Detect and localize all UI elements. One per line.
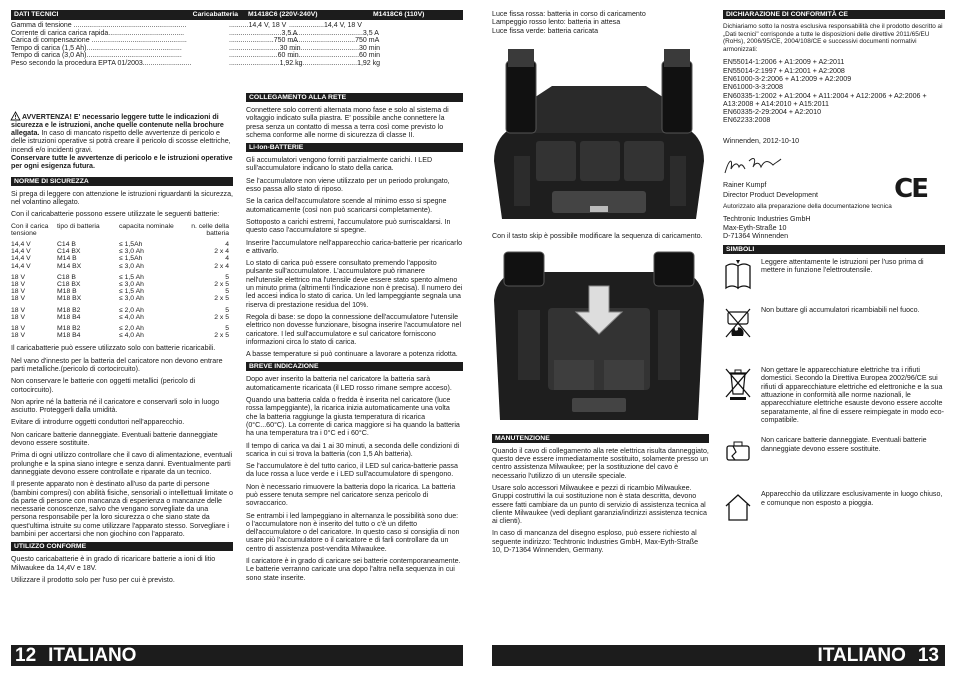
spec-label: Gamma di tensione .......................................................... [11,22,187,29]
symbol-row [723,490,945,524]
brief-paragraph: Non è necessario rimuovere la batteria dopo la ricarica. La batteria può essere tenuta sempre nel caricatore senza pericolo di sovraccarico. [246,482,456,508]
battery-cell: 14,4 V [11,262,31,270]
battery-cell: 2 x 5 [214,313,229,321]
led-status-line: Luce fissa verde: batteria caricata [492,26,599,35]
battery-row [11,314,229,321]
battery-cell: 5 [225,306,229,314]
usage-p2: Utilizzare il prodotto solo per l'uso per cui è previsto. [11,575,175,584]
battery-cell: 18 V [11,332,25,340]
indoor-house-icon [723,490,753,524]
symbol-text: Non gettare le apparecchiature elettriche tra i rifiuti domestici. Secondo la Direttiva Europea 2002/96/CE sui rifiuti di apparecchiature elettriche ed elettroniche e la sua attuazione in conformità alle norme nazionali, le apparecchiature elettriche esauste devono essere accolte separatamente, al fine di essere reimpiegate in modo eco-compatibile. [761,366,944,424]
battery-row [11,288,229,295]
charger-skip-illustration [492,250,706,426]
spec-value-1: .......................750 mA [229,37,298,45]
ce-mark: CE [894,173,927,204]
liion-paragraph: Inserire l'accumulatore nell'apparecchio carica-batterie per ricaricarlo e attivarlo. [246,238,463,255]
column-2 [246,93,463,586]
battery-cell: 18 V [11,288,25,296]
norm-item: EN61000-3-2:2006 + A1:2009 + A2:2009 [723,74,852,83]
spec-value-1: ..........................1,92 kg [229,59,303,67]
battery-cell: M14 B [57,255,77,263]
usage-heading: UTILIZZO CONFORME [11,542,233,551]
maint-paragraph: In caso di mancanza del disegno esploso, può essere richiesto al seguente indirizzo: Techtronic Industries GmbH, Max-Eyth-Straße 10, D-71364 Winnenden, Germany. [492,529,699,555]
column-4 [723,10,945,530]
spec-value-1: ..........................30 min [229,44,301,52]
battery-col-cells: n. celle della batteria [191,222,229,237]
safety-p1: Si prega di leggere con attenzione le istruzioni riguardanti la sicurezza, nel volantino allegato. [11,189,234,206]
usage-p1: Questo caricabatterie è in grado di ricaricare batterie a ioni di litio Milwaukee da 14,4V e 18V. [11,555,216,572]
battery-cell: 4 [225,255,229,263]
battery-col-voltage: Con il carica tensione [11,222,49,237]
battery-cell: 18 V [11,295,25,303]
battery-row [11,263,229,270]
battery-cell: M18 B2 [57,306,81,314]
battery-row [11,248,229,255]
maint-paragraph: Usare solo accessori Milwaukee e pezzi di ricambio Milwaukee. Gruppi costruttivi la cui sostituzione non è stata descritta, devono essere fatti cambiare da un punto di servizio di assistenza tecnica al cliente Milwaukee (vedi depliant garanzia/indirizzi assistenza tecnica ai clienti). [492,483,707,526]
battery-col-capacity: capacita nominale [119,222,174,230]
specs-model-2: M1418C6 (110V) [373,11,425,18]
battery-row [11,295,229,302]
spec-value-2: ......................................3,5 A [289,29,379,37]
battery-cell: M18 B4 [57,313,81,321]
safety-paragraph: Non aprire né la batteria né il caricatore e conservarli solo in luogo asciutto. Proteggerli dalla umidità. [11,397,220,415]
spec-row [11,30,463,38]
specs-table [11,10,463,68]
battery-cell: 18 V [11,280,25,288]
battery-cell: M18 B4 [57,332,81,340]
signature-row [723,149,945,203]
brief-paragraph: Se entrambi i led lampeggiano in alternanza le possibilità sono due: o l'accumulatore non è inserito del tutto o c'è un difetto dell'accumulatore o del caricatore. In questo caso si consiglia di non usare più l'accumulatore o il caricatore e di farli controllare da un centro di assistenza post-vendita Milwaukee. [246,511,460,553]
company-line: D-71364 Winnenden [723,231,789,240]
footer-lang-left: ITALIANO [48,645,137,666]
battery-row [11,307,229,314]
conformity-intro: Dichiariamo sotto la nostra esclusiva responsabilità che il prodotto descritto ai „Dati tecnici" corrisponde a tutte le disposizioni delle direttive 2011/65/EU (RoHs), 2006/95/CE, 2004/108/CE e successivi documenti normativi armonizzati: [723,23,943,53]
battery-cell: ≤ 1,5Ah [119,240,143,248]
battery-cell: ≤ 3,0 Ah [119,248,144,256]
liion-paragraphs [246,156,463,358]
battery-row [11,274,229,281]
battery-cell: 18 V [11,306,25,314]
battery-cell: ≤ 1,5Ah [119,255,143,263]
battery-cell: M14 BX [57,262,82,270]
page-number-left: 12 [15,645,37,666]
footer-left [11,645,463,666]
liion-heading: Li-Ion-BATTERIE [246,143,463,152]
battery-cell: ≤ 3,0 Ah [119,295,144,303]
liion-paragraph: Regola di base: se dopo la connessione dell'accumulatore l'utensile elettrico non dovesse funzionare, bisogna inserire l'accumulatore nel caricatore. I led sull'accumulatore e sul caricatore forniscono informazioni circa lo stato di carica. [246,312,462,346]
battery-cell: ≤ 4,0 Ah [119,332,144,340]
safety-paragraphs [11,344,233,538]
page-number-right: 13 [917,645,939,666]
symbol-text: Non caricare batterie danneggiate. Eventuali batterie danneggiate devono essere sostituite. [761,436,927,453]
battery-cell: 5 [225,273,229,281]
safety-paragraph: Nel vano d'innesto per la batteria del caricatore non devono entrare parti metalliche.(pericolo di cortocircuito). [11,356,223,373]
spec-value-1: ...........................3,5 A [229,29,298,37]
symbol-text: Leggere attentamente le istruzioni per l'uso prima di mettere in funzione l'elettroutensile. [761,258,924,275]
norm-item: EN60335-1:2002 + A1:2004 + A11:2004 + A12:2006 + A2:2006 + A13:2008 + A14:2010 + A15:2011 [723,91,927,108]
battery-cell: ≤ 3,0 Ah [119,280,144,288]
spec-row [11,45,463,53]
led-status-line: Luce fissa rossa: batteria in corso di caricamento [492,10,646,18]
led-status-line: Lampeggio rosso lento: batteria in attesa [492,18,621,27]
specs-rows [11,22,463,68]
specs-model-1: M1418C6 (220V-240V) [248,11,318,18]
battery-cell: 18 V [11,324,25,332]
symbol-row [723,366,945,424]
symbol-text: Apparecchio da utilizzare esclusivamente in luogo chiuso, e comunque non esposto a pioggia. [761,490,943,507]
spec-label: Peso secondo la procedura EPTA 01/2003......................... [11,59,192,67]
battery-cell: 5 [225,288,229,296]
spec-value-1: ..........14,4 V, 18 V [229,22,287,29]
led-status-lines [492,10,709,35]
brief-paragraph: Il caricatore è in grado di caricare sei batterie contemporaneamente. Le batterie verranno caricate una dopo l'altra nella sequenza in cui sono state inserite. [246,557,461,582]
battery-col-type: tipo di batteria [57,222,100,230]
safety-paragraph: Non conservare le batterie con oggetti metallici (pericolo di cortocircuito). [11,377,196,394]
battery-cell: C18 BX [57,280,81,288]
battery-row [11,281,229,288]
battery-rows [11,237,229,339]
battery-cell: M18 B [57,288,77,296]
battery-cell: 4 [225,240,229,248]
company-line: Techtronic Industries GmbH [723,215,811,224]
battery-cell: C14 BX [57,248,81,256]
liion-paragraph: Sottoposto a carichi estremi, l'accumulatore può surriscaldarsi. In questo caso l'accumulatore si spegne. [246,217,451,235]
company-address [723,215,945,240]
liion-paragraph: Se l'accumulatore non viene utilizzato per un periodo prolungato, esso passa allo stato di riposo. [246,176,450,194]
battery-cell: ≤ 1,5 Ah [119,288,144,296]
brief-paragraphs [246,375,463,582]
battery-cell: ≤ 3,0 Ah [119,262,144,270]
damaged-battery-icon [723,436,753,470]
spec-label: Corrente di carica carica rapida....................................... [11,29,185,37]
battery-cell: ≤ 1,5 Ah [119,273,144,281]
spec-value-1: .........................60 min [229,52,299,60]
safety-paragraph: Non caricare batterie danneggiate. Eventuali batterie danneggiate devono essere sostituite. [11,430,218,448]
no-battery-fire-icon [723,306,753,340]
conformity-norms [723,58,945,124]
norm-item: EN62233:2008 [723,116,771,125]
safety-paragraph: Il presente apparato non è destinato all'uso da parte di persone (bambini compresi) con abilità fisiche, sensoriali o intellettuali limitate o da parte di persone con mancanza di esperienza o mancanze delle necessarie conoscenze, salvo che vengano sorvegliate da una persona responsabile per la loro sicurezza o che siano state da quest'ultima istruite su come utilizzare l'apparato stesso. Sorvegliare i bambini per accertarsi che non giochino con l'apparato. [11,480,233,539]
symbol-row [723,258,945,292]
battery-cell: 18 V [11,273,25,281]
battery-row [11,241,229,248]
symbol-text: Non buttare gli accumulatori ricambiabili nel fuoco. [761,306,920,315]
charger-illustration [492,41,706,225]
spec-value-2: ..................14,4 V, 18 V [289,22,362,29]
spec-value-2: ..................................750 mA [289,37,380,45]
battery-cell: ≤ 4,0 Ah [119,313,144,321]
spec-value-2: ...................................1,92 kg [289,59,381,67]
footer-lang-right: ITALIANO [817,645,906,666]
safety-paragraph: Il caricabatterie può essere utilizzato solo con batterie ricaricabili. [11,344,216,353]
spec-row [11,60,463,68]
battery-cell: C14 B [57,240,76,248]
mains-p1: Connettere solo correnti alternata mono fase e solo al sistema di voltaggio indicato sulla piastra. E' possibile anche connettere la presa senza un contatto di messa a terra così come previsto lo schema conforme alle norme di sicurezza di classe II. [246,106,449,139]
brief-paragraph: Se l'accumulatore è del tutto carico, il LED sul carica-batterie passa da luce rossa a luce verde e i LED sull'accumulatore di spengono. [246,462,458,479]
warning-bold-keep: Conservare tutte le avvertenze di pericolo e le istruzioni operative per ogni esigenza futura. [11,154,233,171]
safety-paragraph: Prima di ogni utilizzo controllare che il cavo di alimentazione, eventuali prolunghe e la spina siano integre e senza danni. Eventualmente parti danneggiate devono essere controllate e riparate da un tecnico. [11,451,233,476]
safety-heading: NORME DI SICUREZZA [11,177,233,186]
liion-paragraph: Gli accumulatori vengono forniti parzialmente carichi. I LED sull'accumulatore indicano lo stato della carica. [246,156,433,173]
brief-heading: BREVE INDICAZIONE [246,362,463,371]
company-line: Max-Eyth-Straße 10 [723,223,787,232]
conformity-heading: DICHIARAZIONE DI CONFORMITÀ CE [723,10,945,19]
battery-row [11,332,229,339]
spec-value-2: ....................................30 min [289,44,381,52]
battery-cell: 2 x 5 [214,280,229,288]
battery-table [11,223,229,340]
maint-paragraphs [492,447,709,555]
norm-item: EN55014-2:1997 + A1:2001 + A2:2008 [723,66,845,75]
battery-cell: 2 x 5 [214,332,229,340]
footer-right [492,645,945,666]
battery-row [11,255,229,262]
safety-p2: Con il caricabatterie possono essere utilizzate le seguenti batterie: [11,210,220,219]
specs-header [11,10,463,20]
battery-cell: ≤ 2,0 Ah [119,324,144,332]
liion-paragraph: Se la carica dell'accumulatore scende al minimo esso si spegne automaticamente (così non può scaricarsi completamente). [246,197,447,214]
symbols-heading: SIMBOLI [723,245,945,254]
crossed-bin-icon [723,366,753,400]
liion-paragraph: Lo stato di carica può essere consultato premendo l'apposito pulsante sull'accumulatore. L'accumulatore può rimanere nell'utensile elettrico ma l'utensile deve essere stato spento almeno un minuto prima (altrimenti l'indicazione non è precisa). Il numero dei led accesi indica lo stato di carica. Un led lampeggiante segnala una riserva di prestazione residua del 10%. [246,259,463,309]
skip-note: Con il tasto skip è possibile modificare la sequenza di caricamento. [492,232,703,241]
battery-cell: 14,4 V [11,240,31,248]
brief-paragraph: Quando una batteria calda o fredda è inserita nel caricatore (luce rossa lampeggiante), la ricarica inizia automaticamente una volta che la batteria raggiunge la giusta temperatura di ricarica (0°C...60°C). La corrente di carica maggiore si ha quando la batteria ha una temperatura tra i 0°C ed i 60°C. [246,396,460,438]
battery-cell: C18 B [57,273,76,281]
symbol-row [723,306,945,340]
brief-paragraph: Il tempo di carica va dai 1 ai 30 minuti, a seconda delle condizioni di scarica in cui si trova la batteria (con 1,5 Ah batteria). [246,441,460,458]
specs-title: DATI TECNICI [14,11,59,18]
spec-label: Carica di compensazione ................................................. [11,37,187,45]
spec-row [11,37,463,45]
signer-position: Director Product Development [723,190,819,199]
spec-label: Tempo di carica (1,5 Ah)................................................. [11,44,182,52]
spec-row [11,22,463,30]
maint-paragraph: Quando il cavo di collegamento alla rete elettrica risulta danneggiato, questo deve essere immediatamente sostituito, solamente presso un centro assistenza Milwaukee; per la sostituzione del cavo è necessario l'utilizzo di un utensile speciale. [492,446,709,480]
symbol-row [723,436,945,470]
warning-block [11,112,233,171]
battery-cell: M18 B2 [57,324,81,332]
battery-row [11,325,229,332]
warning-bold-intro: AVVERTENZA! E' necessario leggere tutte le indicazioni di sicurezza e le istruzioni, anche quelle contenute nella brochure allegata. [11,112,224,138]
battery-cell: 14,4 V [11,248,31,256]
battery-cell: 2 x 5 [214,295,229,303]
spec-row [11,52,463,60]
symbol-list [723,258,945,524]
spec-value-2: ....................................60 min [289,52,381,60]
battery-cell: ≤ 2,0 Ah [119,306,144,314]
battery-cell: 5 [225,324,229,332]
signature [723,155,783,177]
battery-cell: 2 x 4 [214,262,229,270]
conformity-auth: Autorizzato alla preparazione della documentazione tecnica [723,202,892,210]
norm-item: EN60335-2-29:2004 + A2:2010 [723,108,822,117]
liion-paragraph: A basse temperature si può continuare a lavorare a potenza ridotta. [246,350,458,359]
book-icon [723,258,753,292]
battery-cell: M18 BX [57,295,82,303]
brief-paragraph: Dopo aver inserito la batteria nel caricatore la batteria sarà automaticamente ricaricata (il LED rosso rimane sempre acceso). [246,375,452,392]
mains-heading: COLLEGAMENTO ALLA RETE [246,93,463,102]
specs-product: Caricabatteria [192,11,238,18]
signer-name: Rainer Kumpf [723,181,767,190]
battery-cell: 2 x 4 [214,248,229,256]
norm-item: EN55014-1:2006 + A1:2009 + A2:2011 [723,58,845,67]
conformity-date: Winnenden, 2012-10-10 [723,136,800,145]
column-3 [492,10,709,558]
battery-cell: 14,4 V [11,255,31,263]
warning-text: In caso di mancato rispetto delle avvertenze di pericolo e delle istruzioni operative si potrà creare il pericolo di scosse elettriche, incendi e/o incidenti gravi. [11,129,231,154]
maint-heading: MANUTENZIONE [492,434,709,443]
battery-cell: 18 V [11,313,25,321]
spec-label: Tempo di carica (3,0 Ah)................................................. [11,52,182,60]
warning-triangle-icon [11,112,20,120]
norm-item: EN61000-3-3:2008 [723,83,783,92]
safety-paragraph: Evitare di introdurre oggetti conduttori nell'apparecchio. [11,418,185,427]
